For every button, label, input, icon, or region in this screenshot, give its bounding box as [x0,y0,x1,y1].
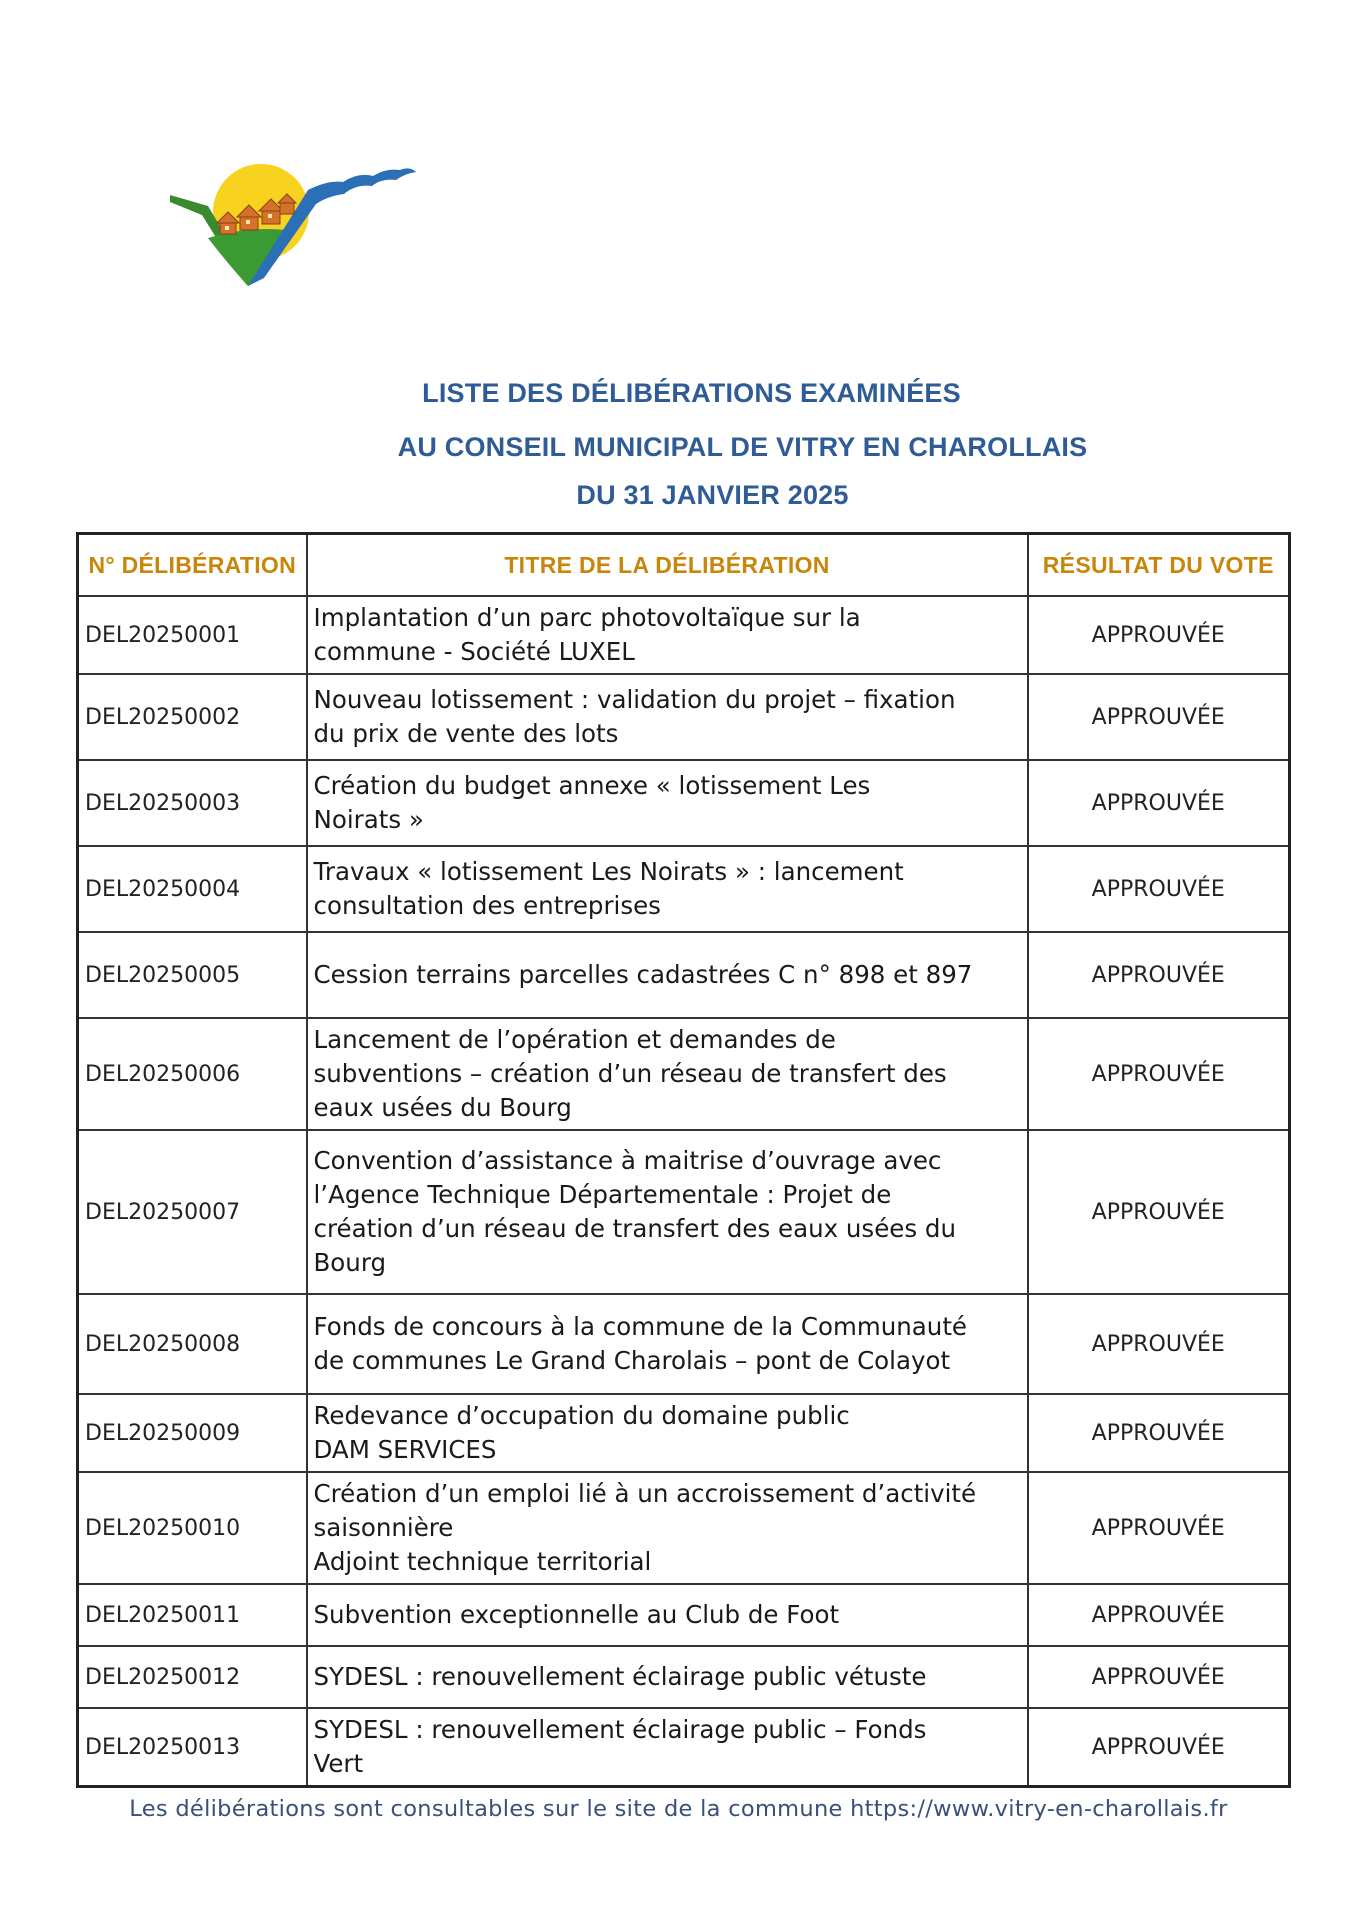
table-row [78,1018,1290,1130]
deliberation-title-line: l’Agence Technique Départementale : Projet de [313,1180,892,1209]
deliberation-number: DEL20250002 [78,674,307,760]
deliberation-title-line: Subvention exceptionnelle au Club de Foot [313,1600,840,1629]
deliberation-title-line: SYDESL : renouvellement éclairage public – Fonds [313,1715,927,1744]
deliberation-title-line: eaux usées du Bourg [313,1093,572,1122]
table-row [78,760,1290,846]
heading-line-1: LISTE DES DÉLIBÉRATIONS EXAMINÉES [422,378,961,408]
vote-result: APPROUVÉE [1028,674,1290,760]
deliberation-title-line: Cession terrains parcelles cadastrées C n° 898 et 897 [313,960,973,989]
deliberation-title-line: Bourg [313,1248,387,1277]
deliberation-number: DEL20250009 [78,1394,307,1472]
heading-line-2: AU CONSEIL MUNICIPAL DE VITRY EN CHAROLLAIS [397,432,1088,462]
vote-result: APPROUVÉE [1028,1646,1290,1708]
vote-result: APPROUVÉE [1028,1294,1290,1394]
deliberation-title [307,674,1028,760]
deliberation-title [307,1018,1028,1130]
vote-result: APPROUVÉE [1028,1472,1290,1584]
vote-result: APPROUVÉE [1028,1394,1290,1472]
heading-line-3: DU 31 JANVIER 2025 [576,480,849,510]
deliberation-title-line: de communes Le Grand Charolais – pont de Colayot [313,1346,951,1375]
deliberation-number: DEL20250001 [78,596,307,674]
deliberation-number: DEL20250013 [78,1708,307,1787]
footer-note: Les délibérations sont consultables sur le site de la commune https://www.vitry-en-charollais.fr [129,1796,1228,1822]
deliberation-title-line: Création du budget annexe « lotissement Les [313,771,871,800]
deliberation-title [307,1584,1028,1646]
header-result: RÉSULTAT DU VOTE [1028,534,1290,597]
deliberation-title-line: Implantation d’un parc photovoltaïque sur la [313,603,861,632]
deliberation-title-line: Travaux « lotissement Les Noirats » : lancement [313,857,904,886]
deliberation-number: DEL20250006 [78,1018,307,1130]
table-row [78,932,1290,1018]
table-row [78,1584,1290,1646]
deliberation-title-line: commune - Société LUXEL [313,637,635,666]
deliberation-title [307,932,1028,1018]
deliberation-number: DEL20250008 [78,1294,307,1394]
deliberation-title [307,1472,1028,1584]
deliberation-number: DEL20250007 [78,1130,307,1294]
deliberation-title [307,1130,1028,1294]
deliberation-title [307,1294,1028,1394]
deliberation-title-line: saisonnière [313,1513,454,1542]
deliberation-title-line: Adjoint technique territorial [313,1547,652,1576]
deliberation-title-line: DAM SERVICES [313,1435,497,1464]
deliberation-title-line: Fonds de concours à la commune de la Communauté [313,1312,967,1341]
deliberation-title-line: Redevance d’occupation du domaine public [313,1401,850,1430]
vote-result: APPROUVÉE [1028,596,1290,674]
deliberation-title-line: SYDESL : renouvellement éclairage public vétuste [313,1662,927,1691]
deliberation-title-line: Noirats » [313,805,424,834]
header-title: TITRE DE LA DÉLIBÉRATION [307,534,1028,597]
deliberation-number: DEL20250012 [78,1646,307,1708]
deliberation-number: DEL20250004 [78,846,307,932]
deliberation-number: DEL20250010 [78,1472,307,1584]
deliberation-number: DEL20250003 [78,760,307,846]
table-header-row [78,534,1290,597]
table-row [78,674,1290,760]
table-row [78,596,1290,674]
vote-result: APPROUVÉE [1028,1584,1290,1646]
vote-result: APPROUVÉE [1028,932,1290,1018]
table-row [78,1394,1290,1472]
deliberations-table [76,532,1291,1788]
vote-result: APPROUVÉE [1028,1130,1290,1294]
deliberation-title-line: création d’un réseau de transfert des eaux usées du [313,1214,956,1243]
table-row [78,1708,1290,1787]
table-row [78,846,1290,932]
deliberation-title [307,1646,1028,1708]
deliberation-title-line: Lancement de l’opération et demandes de [313,1025,836,1054]
deliberation-title-line: Nouveau lotissement : validation du projet – fixation [313,685,956,714]
vote-result: APPROUVÉE [1028,760,1290,846]
deliberation-title-line: subventions – création d’un réseau de transfert des [313,1059,947,1088]
table-row [78,1130,1290,1294]
deliberation-title-line: consultation des entreprises [313,891,661,920]
deliberation-title [307,760,1028,846]
deliberation-title [307,1394,1028,1472]
municipal-logo-icon [168,160,418,290]
table-row [78,1294,1290,1394]
deliberation-title-line: Convention d’assistance à maitrise d’ouvrage avec [313,1146,942,1175]
deliberation-title-line: Création d’un emploi lié à un accroissement d’activité [313,1479,977,1508]
vote-result: APPROUVÉE [1028,846,1290,932]
deliberation-title [307,846,1028,932]
deliberation-number: DEL20250005 [78,932,307,1018]
deliberation-number: DEL20250011 [78,1584,307,1646]
deliberation-title [307,1708,1028,1787]
vote-result: APPROUVÉE [1028,1018,1290,1130]
header-number: N° DÉLIBÉRATION [78,534,307,597]
vote-result: APPROUVÉE [1028,1708,1290,1787]
deliberation-title [307,596,1028,674]
table-row [78,1646,1290,1708]
deliberation-title-line: du prix de vente des lots [313,719,619,748]
table-row [78,1472,1290,1584]
deliberation-title-line: Vert [313,1749,364,1778]
